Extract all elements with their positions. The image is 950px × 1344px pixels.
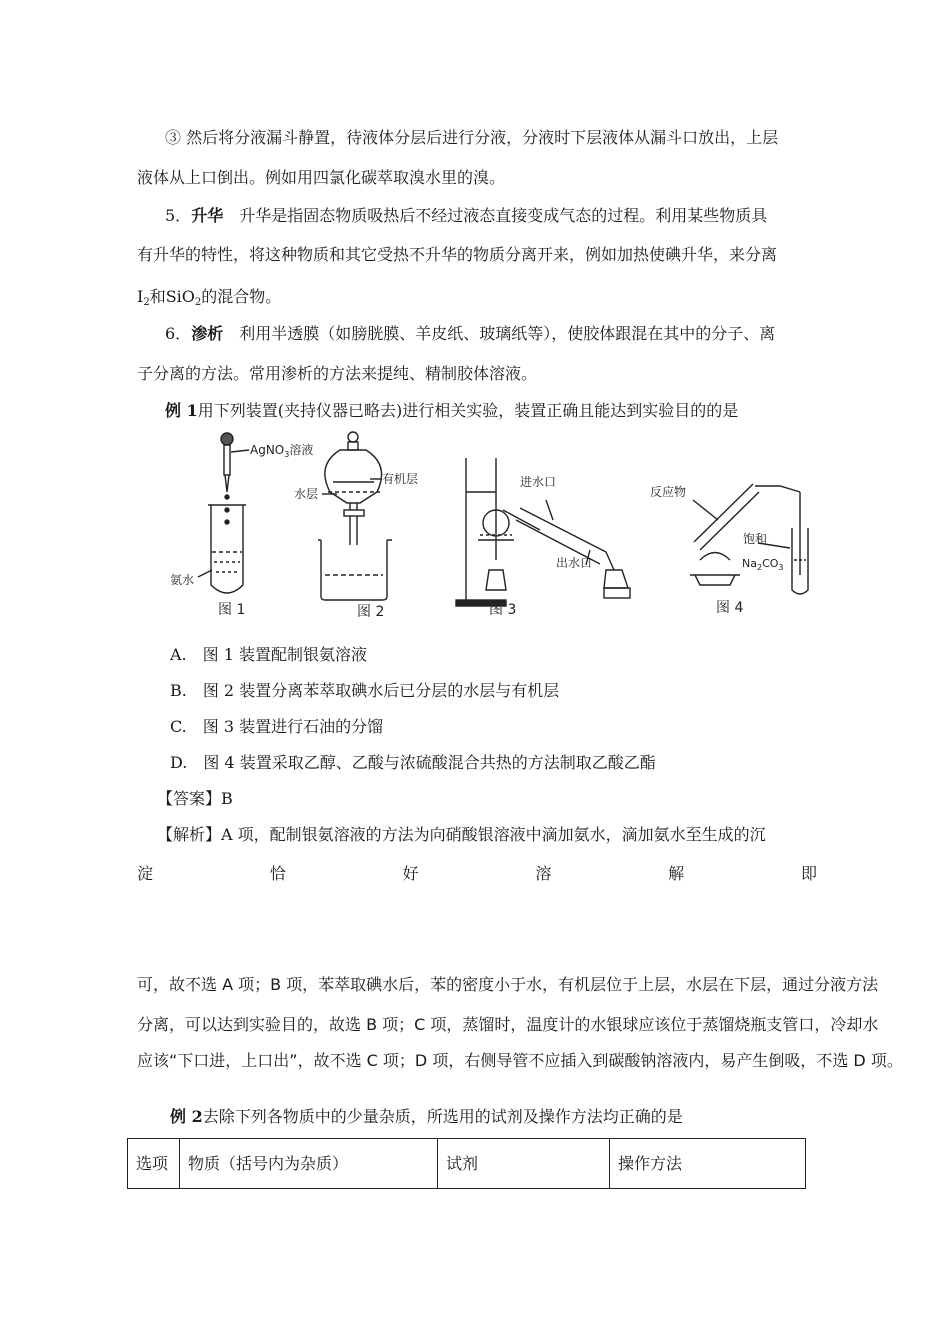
svg-text:AgNO3溶液: AgNO$_3$溶液 xyxy=(250,443,314,459)
section-6-line1 xyxy=(165,324,775,344)
example-1-label: 例 1 xyxy=(165,401,198,420)
section-6-line2: 子分离的方法。常用渗析的方法来提纯、精制胶体溶液。 xyxy=(137,364,538,383)
figure-2-caption: 图 2 xyxy=(357,604,385,620)
option-c: C. 图 3 装置进行石油的分馏 xyxy=(170,717,384,736)
analysis-continuation-2: 分离，可以达到实验目的，故选 B 项；C 项，蒸馏时，温度计的水银球应该位于蒸馏烧瓶支管口，冷却水 xyxy=(137,1015,879,1034)
header-method: 操作方法 xyxy=(610,1139,806,1189)
fig2-separating-funnel-diagram xyxy=(318,432,392,600)
figure-3-caption: 图 3 xyxy=(489,602,517,618)
answer-line: 【答案】B xyxy=(157,789,233,808)
fig1-test-tube-diagram xyxy=(198,433,249,593)
svg-text:有机层: 有机层 xyxy=(382,472,419,486)
analysis-continuation-3: 应该“下口进，上口出”，故不选 C 项；D 项，右侧导管不应插入到碳酸钠溶液内，易产生倒吸，不选 D 项。 xyxy=(137,1051,903,1070)
section-5-line2: 有升华的特性，将这种物质和其它受热不升华的物质分离开来，例如加热使碘升华，来分离 xyxy=(137,245,778,264)
analysis-continuation-1: 可，故不选 A 项；B 项，苯萃取碘水后，苯的密度小于水，有机层位于上层，水层在下层，通过分液方法 xyxy=(137,975,879,994)
section-5-text: 升华是指固态物质吸热后不经过液态直接变成气态的过程。利用某些物质具 xyxy=(223,206,768,225)
header-reagent: 试剂 xyxy=(438,1139,610,1189)
svg-text:反应物: 反应物 xyxy=(650,485,687,499)
example-2-text: 去除下列各物质中的少量杂质，所选用的试剂及操作方法均正确的是 xyxy=(202,1107,683,1126)
example-2-label: 例 2 xyxy=(170,1107,203,1126)
analysis-spread-line: 淀 恰 好 溶 解 即 xyxy=(137,864,817,883)
reagent-table xyxy=(127,1138,806,1189)
svg-text:水层: 水层 xyxy=(294,487,319,501)
option-d: D. 图 4 装置采取乙醇、乙酸与浓硫酸混合共热的方法制取乙酸乙酯 xyxy=(170,753,656,772)
section-5-line3: $I_2$和SiO$_2$的混合物。 xyxy=(137,287,282,308)
svg-text:出水口: 出水口 xyxy=(556,556,593,570)
apparatus-figure xyxy=(150,428,830,628)
header-option: 选项 xyxy=(128,1139,180,1189)
analysis-line1: 【解析】A 项，配制银氨溶液的方法为向硝酸银溶液中滴加氨水，滴加氨水至生成的沉 xyxy=(157,825,766,844)
section-5-line1 xyxy=(165,206,767,226)
option-b: B. 图 2 装置分离苯萃取碘水后已分层的水层与有机层 xyxy=(170,681,560,700)
figure-4-caption: 图 4 xyxy=(716,600,744,616)
paragraph-3-line1: ③ 然后将分液漏斗静置，待液体分层后进行分液，分液时下层液体从漏斗口放出，上层 xyxy=(165,128,779,147)
svg-text:氨水: 氨水 xyxy=(170,573,195,587)
example-1-text: 用下列装置(夹持仪器已略去)进行相关实验，装置正确且能达到实验目的的是 xyxy=(197,401,739,420)
example-2-question xyxy=(170,1107,683,1127)
table-header-row xyxy=(128,1139,806,1189)
svg-text:进水口: 进水口 xyxy=(520,475,557,489)
section-5-term: 升华 xyxy=(191,206,224,225)
option-a: A. 图 1 装置配制银氨溶液 xyxy=(170,645,367,664)
example-1-question xyxy=(165,401,738,421)
paragraph-3-line2: 液体从上口倒出。例如用四氯化碳萃取溴水里的溴。 xyxy=(137,168,506,187)
svg-text:Na2CO3: $Na_2CO_3$ xyxy=(742,557,784,572)
figure-1-caption: 图 1 xyxy=(218,602,246,618)
header-substance: 物质（括号内为杂质） xyxy=(180,1139,438,1189)
section-5-number: 5． xyxy=(165,206,192,225)
section-6-number: 6． xyxy=(165,324,192,343)
svg-text:饱和: 饱和 xyxy=(743,532,768,546)
section-6-text: 利用半透膜（如膀胱膜、羊皮纸、玻璃纸等），使胶体跟混在其中的分子、离 xyxy=(223,324,776,343)
section-6-term: 渗析 xyxy=(191,324,224,343)
